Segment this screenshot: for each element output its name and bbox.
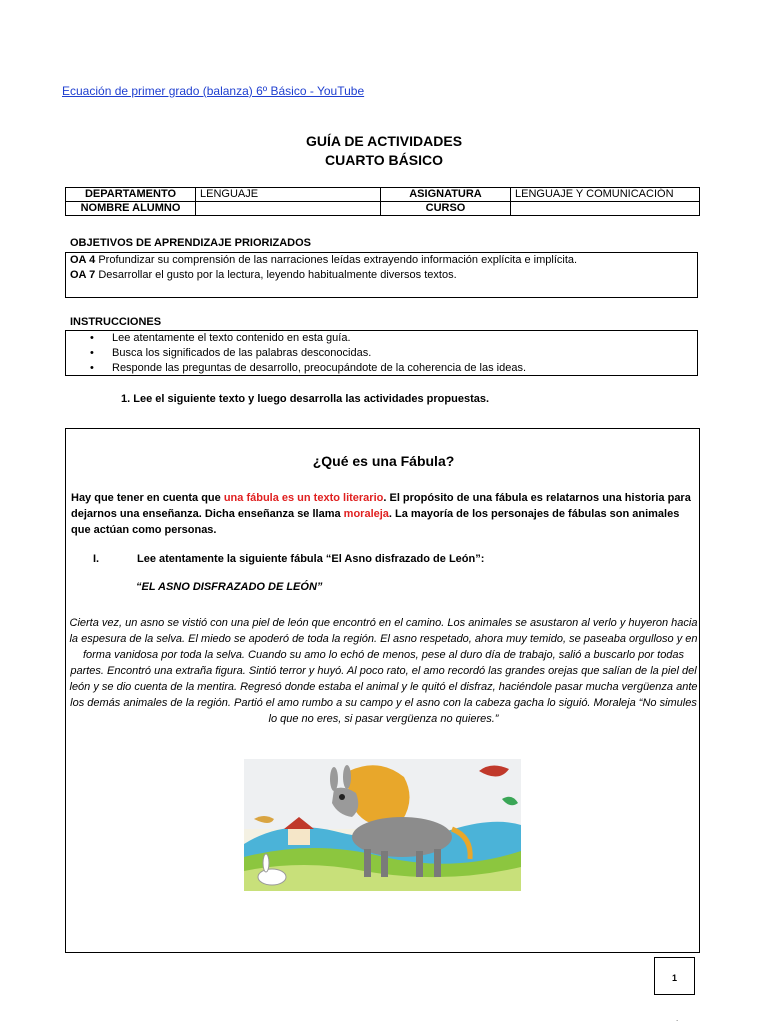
- asignatura-label: ASIGNATURA: [381, 188, 511, 202]
- highlight-moraleja: moraleja: [343, 508, 389, 520]
- departamento-label: DEPARTAMENTO: [66, 188, 196, 202]
- page-title: GUÍA DE ACTIVIDADES: [305, 133, 463, 149]
- student-info-table: [65, 187, 700, 216]
- reading-box: [65, 428, 700, 953]
- curso-label: CURSO: [381, 202, 511, 216]
- instructions-box: [65, 330, 698, 376]
- fable-story: Cierta vez, un asno se vistió con una piel de león que encontró en el camino. Los animales se asustaron al verlo y huyeron hacia la espesura de la selva. El miedo se apoderó de toda la región. El asno respetado, ahora muy temido, se paseaba orgulloso y en forma vanidosa por toda la selva. Cuando su amo lo echó de menos, pese al duro día de trabajo, salió a buscarlo por todas partes. Encontró una extraña figura. Sintió terror y huyó. Al poco rato, el amo recordó las grandes orejas que salían de la piel del león y se dio cuenta de la mentira. Regresó donde estaba el animal y le quitó el disfraz, haciéndole pasar mucha vergüenza ante los demás animales de la región. Partió el amo rumbo a su campo y el asno con la cabeza gacha lo siguió. Moraleja “No simules lo que no eres, si pasar vergüenza no quieres.”: [69, 617, 698, 725]
- instructions-heading: INSTRUCCIONES: [70, 316, 162, 328]
- section-title: ¿Qué es una Fábula?: [312, 453, 455, 469]
- instruction-item: • Responde las preguntas de desarrollo, preocupándote de la coherencia de las ideas.: [112, 361, 697, 376]
- objective-item: OA 4 Profundizar su comprensión de las narraciones leídas extrayendo información explícita e implícita.: [70, 254, 578, 266]
- footer-mark: .: [676, 1014, 679, 1023]
- objectives-heading: OBJETIVOS DE APRENDIZAJE PRIORIZADOS: [70, 237, 312, 249]
- departamento-value: LENGUAJE: [196, 188, 381, 202]
- highlight-literary-text: una fábula es un texto literario: [223, 492, 384, 504]
- intro-paragraph: Hay que tener en cuenta que una fábula es un texto literario. El propósito de una fábula es relatarnos una historia para dejarnos una enseñanza. Dicha enseñanza se llama moraleja. La mayoría de los personajes de fábulas son animales que actúan como personas.: [71, 492, 691, 536]
- objective-item: OA 7 Desarrollar el gusto por la lectura, leyendo habitualmente diversos textos.: [70, 269, 457, 281]
- curso-field[interactable]: [511, 202, 700, 216]
- asignatura-value: LENGUAJE Y COMUNICACIÓN: [511, 188, 700, 202]
- fable-illustration: [244, 759, 521, 891]
- page-subtitle: CUARTO BÁSICO: [325, 152, 443, 168]
- objectives-box: [65, 252, 698, 298]
- instruction-item: • Lee atentamente el texto contenido en esta guía.: [112, 331, 697, 346]
- nombre-label: NOMBRE ALUMNO: [66, 202, 196, 216]
- activity-step-1: 1. Lee el siguiente texto y luego desarrolla las actividades propuestas.: [121, 393, 490, 405]
- page-number: 1: [654, 957, 695, 995]
- nombre-field[interactable]: [196, 202, 381, 216]
- youtube-link[interactable]: Ecuación de primer grado (balanza) 6º Básico - YouTube: [62, 84, 365, 98]
- fable-title: “EL ASNO DISFRAZADO DE LEÓN”: [136, 581, 323, 593]
- sub-instruction: I. Lee atentamente la siguiente fábula “El Asno disfrazado de León”:: [93, 553, 485, 565]
- instruction-item: • Busca los significados de las palabras desconocidas.: [112, 346, 697, 361]
